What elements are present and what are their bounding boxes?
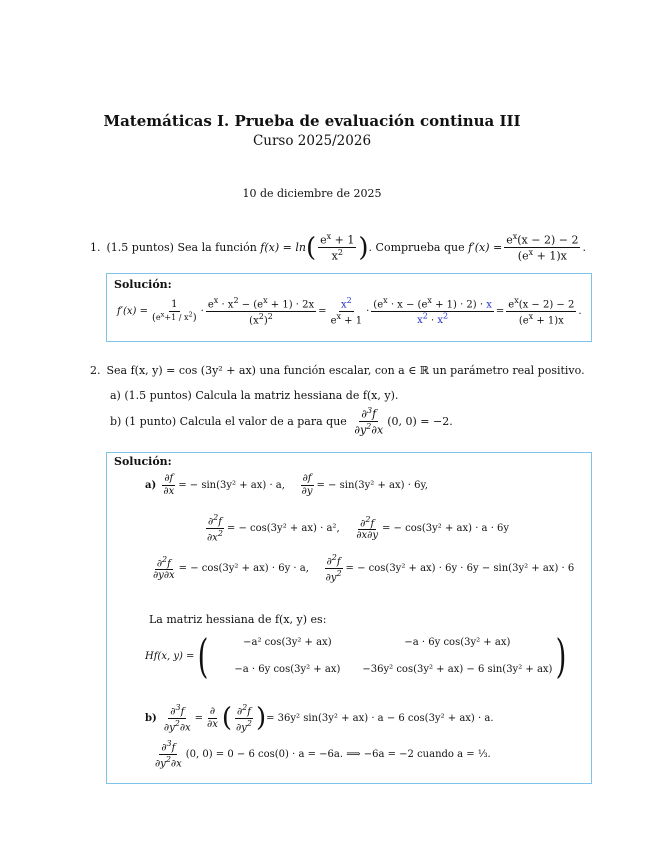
fxx: = − cos(3y² + ax) · a², bbox=[226, 522, 340, 534]
solution-box-2 bbox=[106, 452, 592, 784]
hessian-cell-12: −a · 6y cos(3y² + ax) bbox=[404, 637, 511, 648]
part-a-label: a) bbox=[145, 479, 157, 491]
hessian-matrix: Hf(x, y) = ( −a² cos(3y² + ax) −a · 6y cos(3y² + ax) −a · 6y cos(3y² + ax) −36y² cos(3y² + ax) − 6 sin(3y² + ax) ) bbox=[145, 629, 567, 683]
part-b-text: b) (1 punto) Calcula el valor de a para que bbox=[110, 415, 347, 429]
solution-1-derivation: f′(x) = $\frac{1}{(e^x+1 / x^2)}$ · $\frac{e^x \cdot x^2 - (e^x + 1) \cdot 2x}{(x^2)^2}$ = $\frac{x^2}{e^x + 1}$ · $\frac{(e^x \cdot x - (e^x + 1) \cdot 2) \cdot x}{x^2 \cdot x^2}$ = $\frac{e^x(x - 2) - 2}{(e^x + 1)x}$ . bbox=[117, 296, 582, 327]
hessian-cell-22: −36y² cos(3y² + ax) − 6 sin(3y² + ax) bbox=[362, 664, 553, 675]
hessian-label: Hf(x, y) = bbox=[145, 650, 195, 662]
page-title: Matemáticas I. Prueba de evaluación continua III bbox=[103, 112, 521, 130]
part-b-label: b) bbox=[145, 712, 157, 724]
part-b-tail: (0, 0) = −2. bbox=[387, 415, 453, 429]
problem-2-part-a: a) (1.5 puntos) Calcula la matriz hessiana de f(x, y). bbox=[110, 389, 399, 402]
problem-1-number: 1. bbox=[90, 241, 101, 255]
problem-1-function: f(x) = ln bbox=[260, 241, 306, 255]
part-b-derivation: b) $\frac{\partial^3f}{\partial y^2\partial x}$ = $\frac{\partial}{\partial x}$ ( $\frac{\partial^2f}{\partial y^2}$ ) = 36y² sin(3y² + ax) · a − 6 cos(3y² + ax) · a. bbox=[145, 703, 494, 734]
problem-1-text2: . Comprueba que bbox=[368, 241, 465, 255]
hessian-cell-11: −a² cos(3y² + ax) bbox=[243, 637, 332, 648]
problem-1-statement: 1. (1.5 puntos) Sea la función f(x) = ln ( $\frac{e^x + 1}{x^2}$ ) . Comprueba que f′(x) = $\frac{e^x(x - 2) - 2}{(e^x + 1)x}$ . bbox=[90, 232, 586, 263]
first-derivatives: a) $\frac{\partial f}{\partial x}$ = − sin(3y² + ax) · a, $\frac{\partial f}{\partial y}$ = − sin(3y² + ax) · 6y, bbox=[145, 473, 428, 497]
hessian-cell-21: −a · 6y cos(3y² + ax) bbox=[234, 664, 341, 675]
fx: = − sin(3y² + ax) · a, bbox=[178, 479, 285, 491]
part-b-answer: (0, 0) = 0 − 6 cos(0) · a = −6a. ⟹ −6a = −2 cuando a = ⅓. bbox=[185, 748, 491, 760]
exam-date: 10 de diciembre de 2025 bbox=[242, 187, 382, 200]
part-b-result: = 36y² sin(3y² + ax) · a − 6 cos(3y² + ax) · a. bbox=[266, 712, 494, 724]
problem-1-text: Sea la función bbox=[177, 241, 257, 255]
problem-2-number: 2. bbox=[90, 364, 101, 377]
solution-box-1 bbox=[106, 273, 592, 342]
fy: = − sin(3y² + ax) · 6y, bbox=[316, 479, 428, 491]
problem-2-part-b: b) (1 punto) Calcula el valor de a para que $\frac{\partial^3f}{\partial y^2\partial x}$ (0, 0) = −2. bbox=[110, 406, 453, 437]
solution-1-label: Solución: bbox=[114, 278, 172, 291]
fyx: = − cos(3y² + ax) · 6y · a, bbox=[178, 562, 309, 574]
fyy: = − cos(3y² + ax) · 6y · 6y − sin(3y² + ax) · 6 bbox=[345, 562, 575, 574]
hessian-intro: La matriz hessiana de f(x, y) es: bbox=[149, 613, 327, 626]
course-label: Curso 2025/2026 bbox=[252, 133, 372, 149]
solution-2-label: Solución: bbox=[114, 455, 172, 468]
problem-1-derivative: f′(x) = bbox=[468, 241, 503, 255]
second-derivatives-row-2: $\frac{\partial^2f}{\partial y\partial x}$ = − cos(3y² + ax) · 6y · a, $\frac{\partial^2f}{\partial y^2}$ = − cos(3y² + ax) · 6y · 6y − sin(3y² + ax) · 6 bbox=[153, 553, 575, 584]
part-b-conclusion: $\frac{\partial^3f}{\partial y^2\partial x}$ (0, 0) = 0 − 6 cos(0) · a = −6a. ⟹ −6a = −2 cuando a = ⅓. bbox=[155, 739, 491, 770]
problem-1-points: (1.5 puntos) bbox=[106, 241, 174, 255]
problem-2-text: Sea f(x, y) = cos (3y² + ax) una función escalar, con a ∈ ℝ un parámetro real positivo. bbox=[106, 364, 585, 377]
fxy: = − cos(3y² + ax) · a · 6y bbox=[381, 522, 510, 534]
problem-2-statement bbox=[90, 364, 585, 377]
second-derivatives-row-1: $\frac{\partial^2f}{\partial x^2}$ = − cos(3y² + ax) · a², $\frac{\partial^2f}{\partial x\partial y}$ = − cos(3y² + ax) · a · 6y bbox=[207, 513, 510, 544]
